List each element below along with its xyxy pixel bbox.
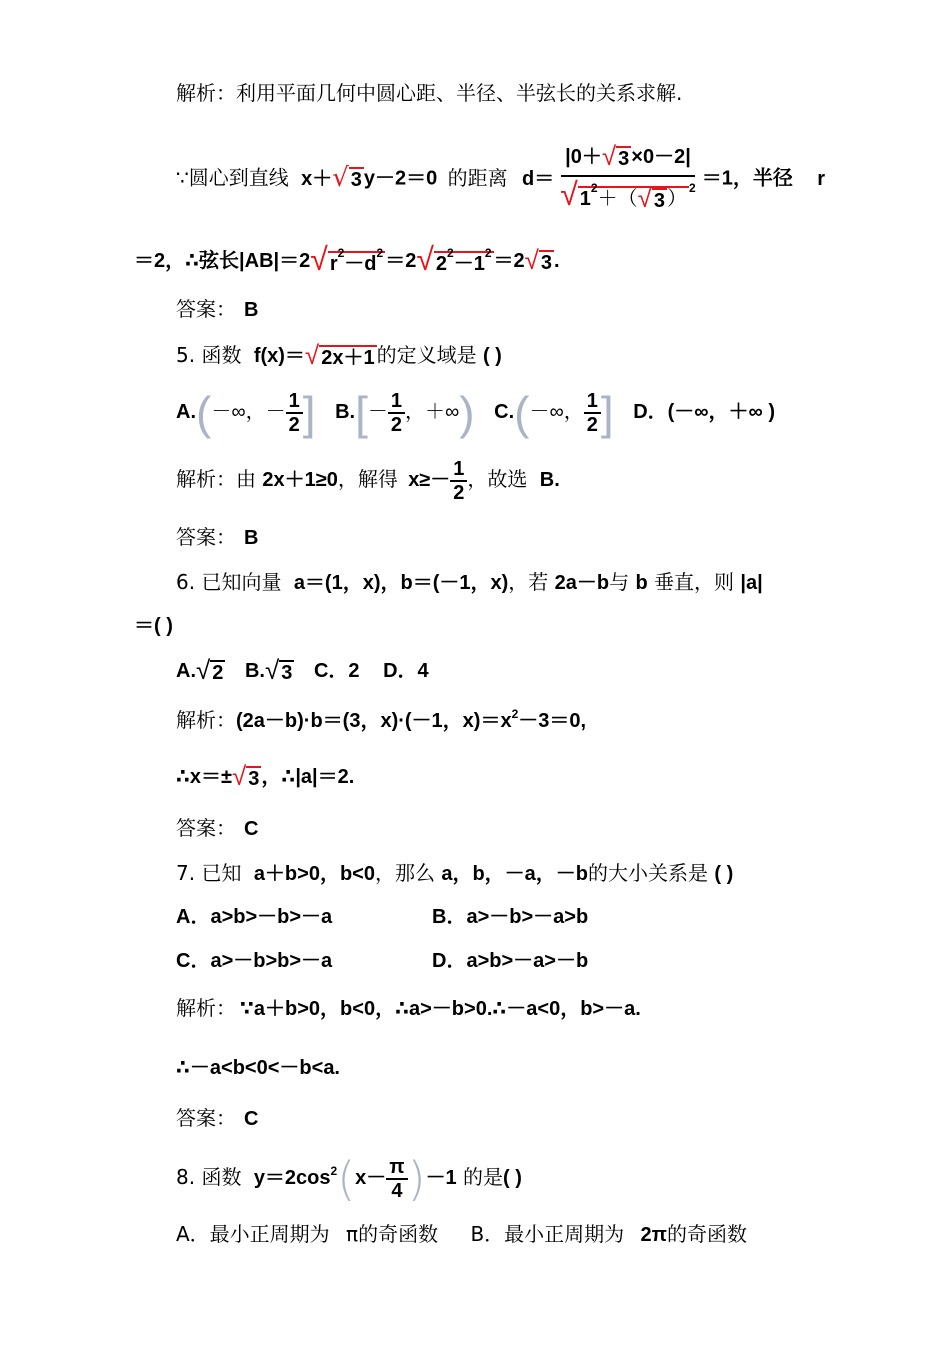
question-6-cont: ＝( ) — [134, 615, 173, 637]
answer-line: 答案： C — [176, 1106, 259, 1130]
chord-length-line: ＝2，∴弦长|AB|＝2√ $r^2-d^2 =2√$ $2^2-1^2 =2√$ 3 . — [134, 241, 560, 277]
solution-7-cont: ∴－a<b<0<－b<a. — [176, 1057, 340, 1079]
question-7-option-d: D．a>b>－a>－b — [432, 950, 589, 972]
question-5: 5. 函数 f(x)＝√ 2x＋1 的定义域是 ( ) — [176, 340, 502, 370]
answer-line: 答案： B — [176, 297, 259, 321]
question-8-options: A．最小正周期为 π的奇函数 B．最小正周期为 2π的奇函数 — [176, 1222, 747, 1246]
question-7: 7. 已知 a＋b>0，b<0，那么 a，b，－a，－b的大小关系是 ( ) — [176, 861, 734, 885]
solution-6: 解析：(2a－b)·b＝(3，x)·(－1，$x)=x^2-3=0$, — [176, 707, 587, 732]
question-6-options: A.√ 2 B.√ 3 C．2 D．4 — [176, 655, 429, 685]
sqrt-3: √ 3 — [332, 163, 362, 194]
solution-6-cont: ∴x＝±√ 3 ，∴|a|＝2. — [176, 761, 355, 791]
answer-line: 答案： C — [176, 816, 259, 840]
distance-fraction: $\frac{|0+√ 3 \times 0-2|}{√ 1^2+(√ 3 ) ^2}$ — [560, 141, 696, 214]
question-5-options: A.(－∞，－ $\frac{1}{2}$ ] B.[－ $\frac{1}{2}$ ，＋∞) C.(－∞， $\frac{1}{2}$ ] D．(－∞，＋∞ ) — [176, 386, 776, 439]
question-8: 8. 函数 $y=2\cos^2(x-$ $\frac{\pi}{4}$ )－1 的是( ) — [176, 1151, 522, 1206]
question-7-option-a: A．a>b>－b>－a — [176, 906, 333, 928]
answer-line: 答案： B — [176, 525, 259, 549]
question-7-option-b: B．a>－b>－a>b — [432, 906, 589, 928]
solution-line: 解析：利用平面几何中圆心距、半径、半弦长的关系求解. — [176, 81, 683, 105]
question-6: 6. 已知向量 a＝(1，x)，b＝(－1，x)，若 2a－b与 b 垂直，则 |a| — [176, 570, 763, 594]
distance-formula-line: ∵圆心到直线 x＋√ 3 y－2＝0 的距离 d＝ $\frac{|0+√ 3 \times 0-2|}{√ 1^2+(√ 3 ) ^2}$ ＝1，半径 r — [176, 140, 825, 212]
solution-7: 解析： ∵a＋b>0，b<0，∴a>－b>0.∴－a<0，b>－a. — [176, 996, 641, 1020]
solution-5: 解析：由 2x＋1≥0，解得 x≥－ $\frac{1}{2}$ ，故选 B. — [176, 457, 560, 504]
question-7-option-c: C．a>－b>b>－a — [176, 950, 333, 972]
